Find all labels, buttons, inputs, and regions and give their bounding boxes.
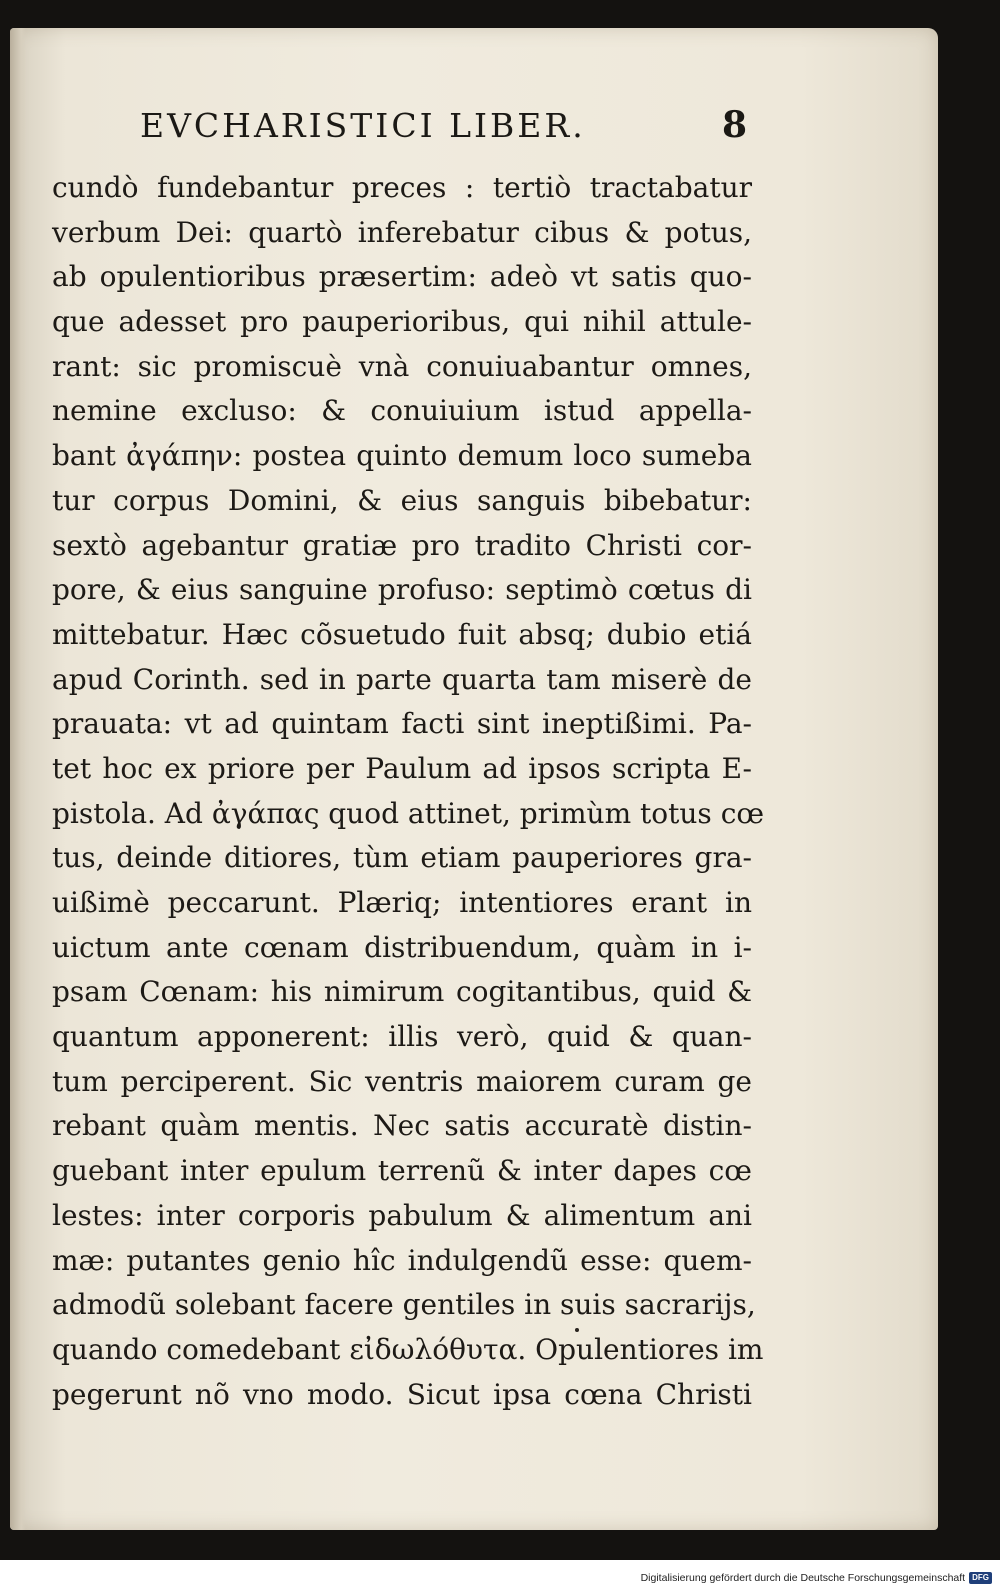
text-line: psam Cœnam: his nimirum cogitantibus, quid & bbox=[52, 975, 752, 1009]
text-line: tus, deinde ditiores, tùm etiam pauperiores gra- bbox=[52, 841, 752, 875]
text-line: pore, & eius sanguine profuso: septimò cœtus di bbox=[52, 573, 752, 607]
page-number: 8 bbox=[722, 104, 748, 146]
text-line: ab opulentioribus præsertim: adeò vt satis quo- bbox=[52, 260, 752, 294]
text-line: pegerunt nõ vno modo. Sicut ipsa cœna Christi bbox=[52, 1377, 752, 1411]
footer-credit: Digitalisierung gefördert durch die Deutsche Forschungsgemeinschaft bbox=[640, 1572, 966, 1584]
text-line: tur corpus Domini, & eius sanguis bibebatur: bbox=[52, 483, 752, 517]
text-line: admodũ solebant facere gentiles in suis sacrarijs, bbox=[52, 1288, 756, 1322]
text-line: uictum ante cœnam distribuendum, quàm in i- bbox=[52, 930, 752, 964]
digitization-footer bbox=[600, 1570, 992, 1586]
text-line: bant ἀγάπην: postea quinto demum loco sumeba bbox=[52, 439, 752, 473]
text-line: mittebatur. Hæc cõsuetudo fuit absq; dubio etiá bbox=[52, 617, 752, 651]
text-line: nemine excluso: & conuiuium istud appella- bbox=[52, 394, 752, 428]
text-line: uißimè peccarunt. Plæriq; intentiores erant in bbox=[52, 886, 752, 919]
text-line: mæ: putantes genio hîc indulgendũ esse: quem- bbox=[52, 1243, 752, 1277]
text-line: pistola. Ad ἀγάπας quod attinet, primùm totus cœ bbox=[52, 796, 765, 830]
text-line: rant: sic promiscuè vnà conuiuabantur omnes, bbox=[52, 349, 752, 383]
text-line: prauata: vt ad quintam facti sint ineptißimi. Pa- bbox=[52, 707, 752, 741]
text-line: que adesset pro pauperioribus, qui nihil attule- bbox=[52, 305, 752, 339]
text-line: lestes: inter corporis pabulum & alimentum ani bbox=[52, 1198, 752, 1232]
text-line: tet hoc ex priore per Paulum ad ipsos scripta E- bbox=[52, 751, 752, 785]
book-page bbox=[10, 28, 938, 1530]
running-head: EVCHARISTICI LIBER. bbox=[140, 106, 586, 145]
text-line: cundò fundebantur preces : tertiò tractabatur bbox=[52, 171, 752, 204]
text-line: rebant quàm mentis. Nec satis accuratè distin- bbox=[52, 1109, 752, 1143]
ink-speck bbox=[575, 1328, 579, 1332]
page-gutter-edge bbox=[10, 28, 26, 1530]
text-line: verbum Dei: quartò inferebatur cibus & potus, bbox=[52, 215, 752, 249]
text-line: guebant inter epulum terrenũ & inter dapes cœ bbox=[52, 1154, 752, 1188]
text-line: tum perciperent. Sic ventris maiorem curam ge bbox=[52, 1064, 752, 1098]
text-line: quantum apponerent: illis verò, quid & quan- bbox=[52, 1020, 752, 1054]
text-line: quando comedebant εἰδωλόθυτα. Opulentiores im bbox=[52, 1332, 764, 1366]
body-text bbox=[52, 166, 765, 1417]
text-line: sextò agebantur gratiæ pro tradito Christi cor- bbox=[52, 528, 752, 562]
dfg-logo-icon: DFG bbox=[969, 1572, 992, 1584]
text-line: apud Corinth. sed in parte quarta tam miserè de bbox=[52, 662, 752, 696]
